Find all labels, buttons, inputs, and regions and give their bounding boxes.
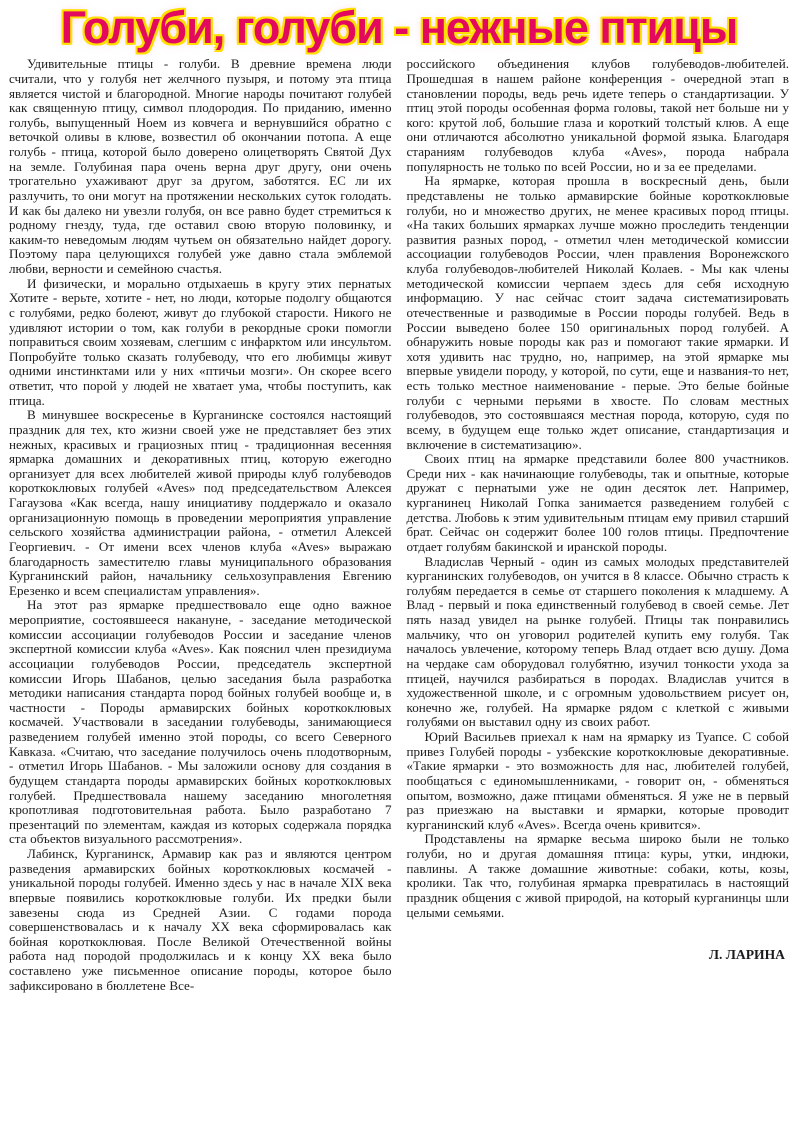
article-paragraph: Удивительные птицы - голуби. В древние времена люди считали, что у голубя нет желчного пузыря, и потому эта птица является чистой и благородной. Многие народы почитают голубей как священную птицу, символ плодородия. По приданию, именно голубь, выпущенный Ноем из ковчега и вернувшийся обратно с веточкой оливы в клюве, возвестил об окончании потопа. А еще голубь - птица, которой было доверено олицетворять Святой Дух на земле. Голубиная пара очень верна друг другу, они очень трогательно ухаживают друг за другом, заботятся. ЕС ли их разлучить, то они могут на протяжении нескольких суток голодать. И как бы далеко ни увезли голубя, он все равно будет стремиться к родному гнезду, туда, где оставил свою вторую половинку, и каким-то неведомым людям чутьем он обязательно найдет дорогу. Поэтому пара целующихся голубей уже давно стала эмблемой любви, верности и семейною счастья. (9, 56, 392, 276)
article-paragraph-continuation: российского объединения клубов голубеводов-любителей. Прошедшая в нашем районе конференция - очередной этап в становлении породы, ведь речь идете теперь о стандартизации. У птиц этой породы особенная форма головы, такой нет больше ни у кого: крутой лоб, большие глаза и короткий толстый клюв. А еще они отличаются абсолютно уникальной формой языка. Благодаря стараниям голубеводов клуба «Aves», порода набрала популярность не только по всей России, но и за ее пределами. (406, 56, 789, 174)
article-paragraph: И физически, и морально отдыхаешь в кругу этих пернатых Хотите - верьте, хотите - нет, но люди, которые подолгу общаются с голубями, редко болеют, живут до глубокой старости. Никого не удивляют истории о том, как голуби в рекордные сроки помогли поправиться своим хозяевам, слегшим с инфарктом или инсультом. Попробуйте только сказать голубеводу, что его любимцы живут одними инстинктами или у них «птичьи мозги». Он скорее всего ответит, что порой у людей не хватает ума, чтобы поступить, как птица. (9, 275, 392, 408)
column-left (9, 57, 392, 993)
article-body (0, 57, 798, 993)
article-title: Голуби, голуби - нежные птицы (60, 2, 738, 53)
newspaper-article-page (0, 4, 798, 1124)
article-paragraph: На этот раз ярмарке предшествовало еще одно важное мероприятие, состоявшееся накануне, - заседание методической комиссии ассоциации голубеводов России и заседание членов экспертной комиссии клуба «Aves». Как пояснил член президиума ассоциации голубеводов России, председатель экспертной комиссии Игорь Шабанов, целью заседания была разработка методики написания стандарта пород бойных голубей вообще и, в частности - Породы армавирских бойных короткоклювых космачей. Участвовали в заседании голубеводы, занимающиеся разведением голубей именно этой породы, со всего Северного Кавказа. «Считаю, что заседание получилось очень плодотворным, - отметил Игорь Шабанов. - Мы заложили основу для создания в будущем стандарта породы армавирских бойных короткоклювых голубей. Предшествовала нашему заседанию многолетняя кропотливая подготовительная работа. Было разработано 7 презентаций по элементам, каждая из которых содержала порядка ста объектов визуального рассмотрения». (9, 597, 392, 847)
article-paragraph: Продставлены на ярмарке весьма широко были не только голуби, но и другая домашняя птица: куры, утки, индюки, павлины. А также домашние животные: собаки, коты, козы, кролики. Так что, голубиная ярмарка превратилась в настоящий праздник общения с живой природой, на который курганинцы шли целыми семьями. (406, 831, 789, 920)
article-paragraph: Юрий Васильев приехал к нам на ярмарку из Туапсе. С собой привез Голубей породы - узбекские короткоклювые декоративные. «Такие ярмарки - это возможность для нас, любителей голубей, пообщаться с единомышленниками, - говорит он, - обменяться опытом, возможно, даже птицами обменяться. Я уже не в первый раз приезжаю на выставки и ярмарки, которые проводит курганинский клуб «Aves». Всегда очень кривится». (406, 729, 789, 832)
article-paragraph: На ярмарке, которая прошла в воскресный день, были представлены не только армавирские бойные короткоклювые голуби, но и множество других, не менее красивых пород птицы. «На таких больших ярмарках лучше можно проследить тенденции развития разных пород, - отметил член методической комиссии ассоциации голубеводов России, член правления Воронежского клуба голубеводов-любителей Николай Колаев. - Мы как члены методической комиссии черпаем здесь для себя исходную информацию. У нас сейчас стоит задача систематизировать отечественные и разводимые в России породы голубей. Ведь в России выведено более 150 оригинальных пород голубей. А обнаружить новые породы как раз и помогают такие ярмарки. И хотя удивить нас трудно, но, например, на этой ярмарке мы впервые увидели породу, у которой, по сути, еще и названия-то нет, есть только местное наименование - перые. Это белые бойные голуби с черными перьями в хвосте. По словам местных голубеводов, это состоявшаяся местная порода, которую, судя по всему, в будущем еще только ждет описание, стандартизация и включение в систематизацию». (406, 173, 789, 452)
column-right (407, 57, 790, 993)
article-paragraph: Своих птиц на ярмарке представили более 800 участников. Среди них - как начинающие голубеводы, так и опытные, которые дружат с пернатыми уже не один десяток лет. Например, курганинец Николай Гопка занимается разведением голубей с детства. Любовь к этим удивительным птицам ему привил старший брат. Сейчас он содержит более 100 голов птицы. Предпочтение отдает голубям бакинской и иранской породы. (406, 451, 789, 554)
byline: Л. ЛАРИНА (708, 947, 785, 963)
article-paragraph: Лабинск, Курганинск, Армавир как раз и являются центром разведения армавирских бойных короткоклювых космачей - уникальной породы голубей. Именно здесь у нас в начале XIX века впервые появились короткоклювые голуби. Их предки были завезены сюда из Средней Азии. С годами порода совершенствовалась и к началу XX века сформировалась как бойная короткоклювая. После Великой Отечественной войны работа над породой продолжилась и к концу XX века было составлено уже письменное описание породы, которое было зафиксировано в бюллетене Все- (9, 846, 392, 993)
article-paragraph: В минувшее воскресенье в Курганинске состоялся настоящий праздник для тех, кто жизни своей уже не представляет без этих нежных, красивых и грациозных птиц - традиционная весенняя ярмарка домашних и декоративных птиц, которую ежегодно организует для всех любителей живой природы клуб голубеводов короткоклювых голубей «Aves» под председательством Алексея Гагаузова «Как всегда, нашу инициативу поддержало и оказало организационную помощь в проведении мероприятия управление сельского хозяйства администрации района, - отметил Алексей Георгиевич. - От имени всех членов клуба «Aves» выражаю благодарность заместителю главы муниципального образования Курганинский район, начальнику сельхозуправления Евгению Ерезенко и всем специалистам управления». (9, 407, 392, 598)
article-paragraph: Владислав Черный - один из самых молодых представителей курганинских голубеводов, он учится в 8 классе. Обычно страсть к голубям передается в семье от старшего поколения к младшему. А Влад - первый и пока единственный голубевод в своей семье. Лет пять назад увидел на рынке голубей. Птицы так понравились мальчику, что он уговорил родителей купить ему голубя. Так началось увлечение, которому теперь Влад отдает всю душу. Дома на чердаке сам оборудовал голубятню, изучил тонкости ухода за птицей, научился разбираться в породах. Владислав учится в художественной школе, и с огромным удовольствием рисует он, конечно же, голубей. На ярмарке рядом с клеткой с живыми голубями он выставил одну из своих работ. (406, 553, 789, 730)
